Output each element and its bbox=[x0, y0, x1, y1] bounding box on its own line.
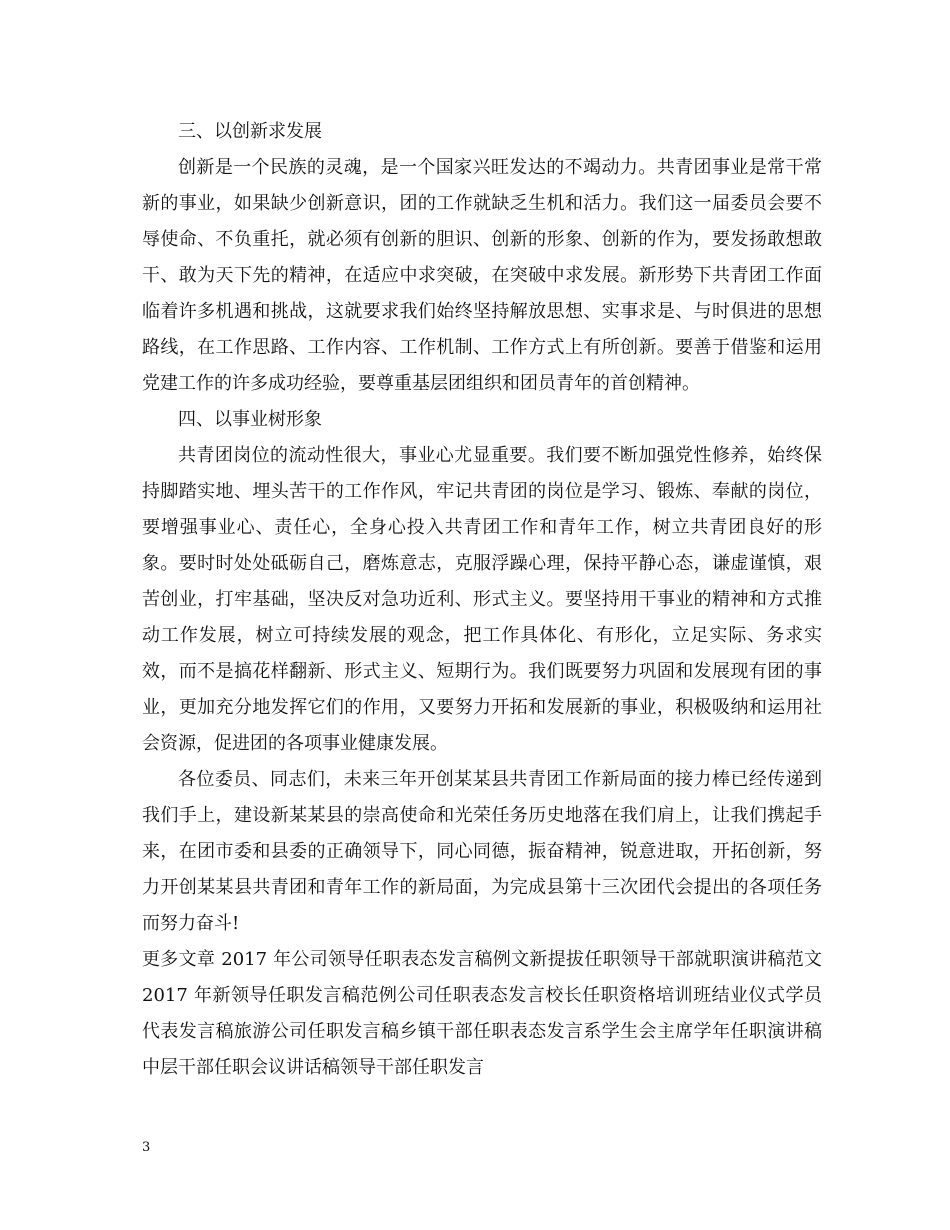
paragraph-innovation: 创新是一个民族的灵魂，是一个国家兴旺发达的不竭动力。共青团事业是常干常新的事业，如果缺少创新意识，团的工作就缺乏生机和活力。我们这一届委员会要不辱使命、不负重托，就必须有创新的胆识、创新的形象、创新的作为，要发扬敢想敢干、敢为天下先的精神，在适应中求突破，在突破中求发展。新形势下共青团工作面临着许多机遇和挑战，这就要求我们始终坚持解放思想、实事求是、与时俱进的思想路线，在工作思路、工作内容、工作机制、工作方式上有所创新。要善于借鉴和运用党建工作的许多成功经验，要尊重基层团组织和团员青年的首创精神。 bbox=[142, 157, 822, 394]
document-body bbox=[142, 114, 822, 1086]
page-number: 3 bbox=[142, 1140, 151, 1155]
section-heading-innovation: 三、以创新求发展 bbox=[178, 121, 322, 142]
paragraph-closing: 各位委员、同志们，未来三年开创某某县共青团工作新局面的接力棒已经传递到我们手上，建设新某某县的崇高使命和光荣任务历史地落在我们肩上，让我们携起手来，在团市委和县委的正确领导下，同心同德，振奋精神，锐意进取，开拓创新，努力开创某某县共青团和青年工作的新局面，为完成县第十三次团代会提出的各项任务而努力奋斗! bbox=[142, 769, 822, 934]
more-articles-text: 更多文章 2017 年公司领导任职表态发言稿例文新提拔任职领导干部就职演讲稿范文 2017 年新领导任职发言稿范例公司任职表态发言校长任职资格培训班结业仪式学员代表发言稿旅游公司任职发言稿乡镇干部任职表态发言系学生会主席学年任职演讲稿中层干部任职会议讲话稿领导干部任职发言 bbox=[142, 949, 822, 1078]
paragraph-career-image: 共青团岗位的流动性很大，事业心尤显重要。我们要不断加强党性修养，始终保持脚踏实地、埋头苦干的工作作风，牢记共青团的岗位是学习、锻炼、奉献的岗位，要增强事业心、责任心，全身心投入共青团工作和青年工作，树立共青团良好的形象。要时时处处砥砺自己，磨炼意志，克服浮躁心理，保持平静心态，谦虚谨慎，艰苦创业，打牢基础，坚决反对急功近利、形式主义。要坚持用干事业的精神和方式推动工作发展，树立可持续发展的观念，把工作具体化、有形化，立足实际、务求实效，而不是搞花样翻新、形式主义、短期行为。我们既要努力巩固和发展现有团的事业，更加充分地发挥它们的作用，又要努力开拓和发展新的事业，积极吸纳和运用社会资源，促进团的各项事业健康发展。 bbox=[142, 445, 822, 754]
section-heading-career-image: 四、以事业树形象 bbox=[178, 409, 322, 430]
